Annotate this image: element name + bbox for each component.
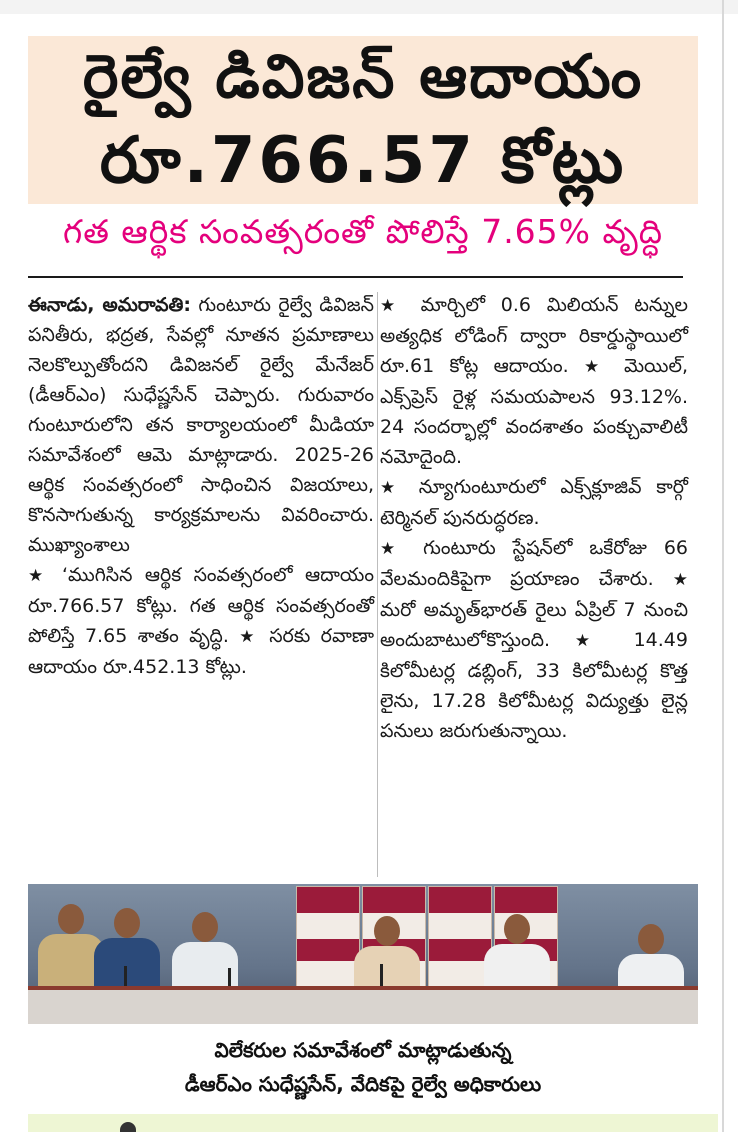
photo-caption-line-1: విలేకరుల సమావేశంలో మాట్లాడుతున్న [214,1038,512,1062]
next-article-glyph [120,1122,136,1132]
bullet-item [28,560,374,682]
person-head [192,912,218,942]
article-lead [28,290,374,560]
headline-line-2: రూ.766.57 కోట్లు [99,124,627,198]
top-edge-strip [0,0,738,14]
article-column-right [380,290,688,746]
article-column-left [28,290,374,682]
banner-band [429,887,491,913]
division-banner [296,886,360,1000]
star-bullet-icon: ★ [239,627,259,647]
banner-band [297,887,359,913]
dais-table [28,986,698,1024]
column-divider [377,292,378,877]
page-edge-rule [722,0,724,1132]
banner-band [297,939,359,961]
press-meet-photo [28,884,698,1024]
subheadline-rule [28,276,683,278]
division-banner [428,886,492,1000]
next-article-strip [28,1114,718,1132]
star-bullet-icon: ★ [574,631,609,651]
bullet-text: మరో అమృత్‌భారత్ రైలు ఏప్రిల్ 7 నుంచి అందుబాటులోకొస్తుంది. [380,599,688,651]
person-head [504,914,530,944]
bullet-text: సరకు రవాణా ఆదాయం రూ.452.13 కోట్లు. [28,625,374,678]
star-bullet-icon: ★ [380,296,405,316]
person-head [114,908,140,938]
photo-caption-line-2: డీఆర్ఎం సుధేష్ణసేన్, వేదికపై రైల్వే అధికారులు [184,1072,542,1096]
lead-text: గుంటూరు రైల్వే డివిజన్ పనితీరు, భద్రత, సేవల్లో నూతన ప్రమాణాలు నెలకొల్పుతోందని డివిజనల్ రైల్వే మేనేజర్ (డీఆర్ఎం) సుధేష్ణసేన్ చెప్పారు. గురువారం గుంటూరులోని తన కార్యాలయంలో మీడియా సమావేశంలో ఆమె మాట్లాడారు. 2025-26 ఆర్థిక సంవత్సరంలో సాధించిన విజయాలు, కొనసాగుతున్న కార్యక్రమాలను వివరించారు. ముఖ్యాంశాలు [28,294,375,556]
star-bullet-icon: ★ [380,539,407,559]
table-edge [28,986,698,990]
bullet-text: ‘ముగిసిన ఆర్థిక సంవత్సరంలో ఆదాయం రూ.766.57 కోట్లు. గత ఆర్థిక సంవత్సరంతో పోలిస్తే 7.65 శాతం వృద్ధి. [28,564,374,647]
bullet-text: న్యూగుంటూరులో ఎక్స్‌క్లూజివ్ కార్గో టెర్మినల్ పునరుద్ధరణ. [380,476,688,529]
star-bullet-icon: ★ [672,570,688,590]
star-bullet-icon: ★ [28,566,50,586]
bullet-text: 14.49 కిలోమీటర్ల డబ్లింగ్, 33 కిలోమీటర్ల కొత్త లైను, 17.28 కిలోమీటర్ల విద్యుత్తు లైన్ల పనులు జరుగుతున్నాయి. [380,629,688,742]
bullet-group [380,472,688,533]
bullet-text: మెయిల్, ఎక్స్‌ప్రెస్ రైళ్ల సమయపాలన 93.12%. 24 సందర్భాల్లో వందశాతం పంక్చువాలిటీ నమోదైంది. [380,355,688,468]
person-head [58,904,84,934]
dateline: ఈనాడు, అమరావతి: [28,294,191,316]
banner-band [363,887,425,913]
bullet-group [380,290,688,472]
star-bullet-icon: ★ [584,357,609,377]
person-head [374,916,400,946]
bullet-text: మార్చిలో 0.6 మిలియన్ టన్నుల అత్యధిక లోడింగ్ ద్వారా రికార్డుస్థాయిలో రూ.61 కోట్ల ఆదాయం. [380,294,689,377]
headline-line-1: రైల్వే డివిజన్ ఆదాయం [82,42,644,112]
headline-panel [28,36,698,204]
bullet-group [380,533,688,746]
star-bullet-icon: ★ [380,478,404,498]
person-head [638,924,664,954]
subheadline: గత ఆర్థిక సంవత్సరంతో పోలిస్తే 7.65% వృద్ధి [63,212,663,251]
banner-band [429,939,491,961]
banner-band [495,887,557,913]
bullet-text: గుంటూరు స్టేషన్‌లో ఒకేరోజు 66 వేలమందికిపైగా ప్రయాణం చేశారు. [380,537,688,590]
